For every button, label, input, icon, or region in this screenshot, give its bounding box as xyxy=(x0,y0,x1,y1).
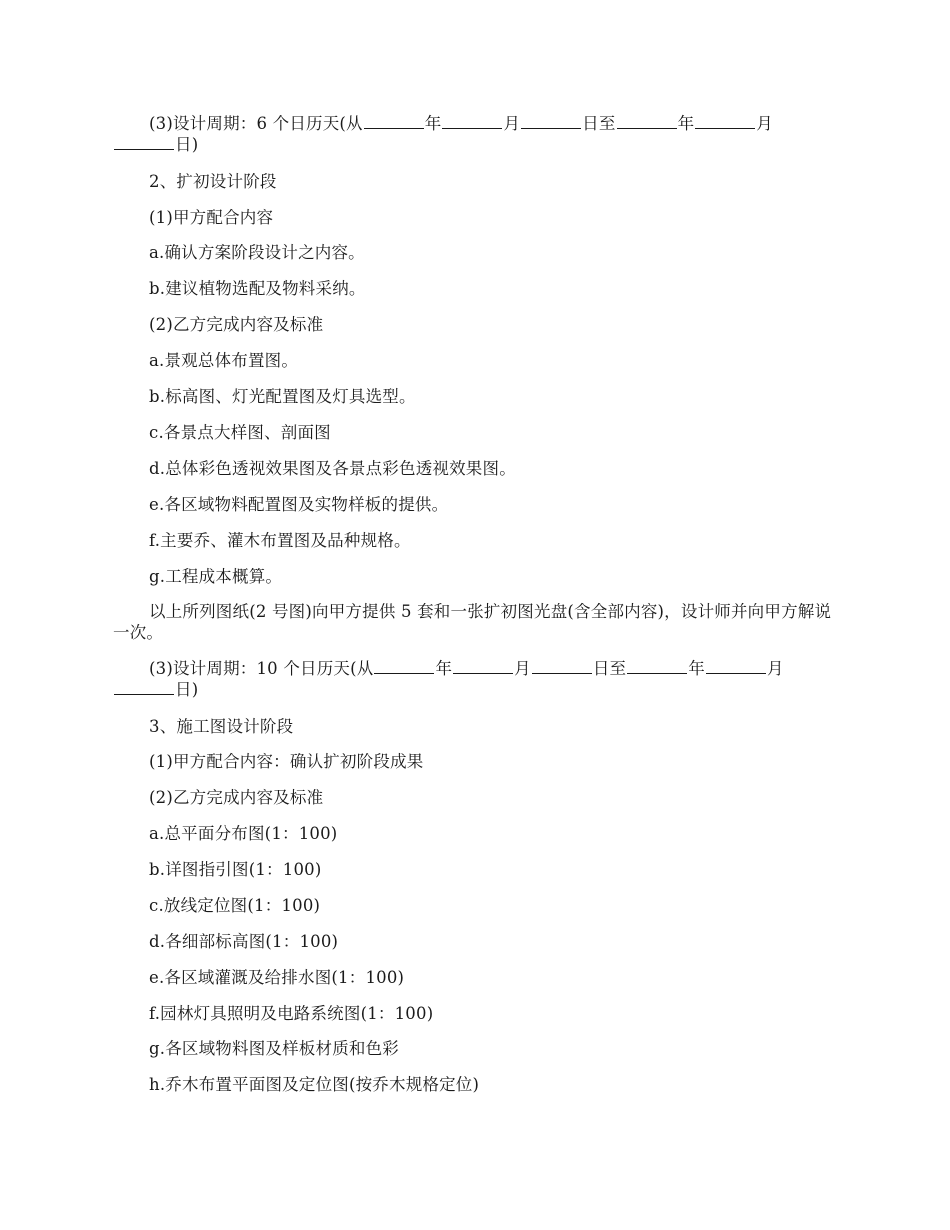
section-heading-3: 3、施工图设计阶段 xyxy=(149,717,294,736)
list-item: a.确认方案阶段设计之内容。 xyxy=(149,243,365,262)
day-to-label: 日至 xyxy=(592,659,627,678)
list-item: e.各区域物料配置图及实物样板的提供。 xyxy=(149,495,449,514)
month-label: 月 xyxy=(503,114,521,133)
blank-field xyxy=(453,658,513,674)
year-label: 年 xyxy=(424,114,442,133)
list-item: c.各景点大样图、剖面图 xyxy=(149,423,331,442)
list-item: c.放线定位图(1：100) xyxy=(149,896,321,915)
list-item: g.各区域物料图及样板材质和色彩 xyxy=(149,1039,400,1058)
list-item: g.工程成本概算。 xyxy=(149,567,283,586)
year-label: 年 xyxy=(688,659,705,678)
list-item: (2)乙方完成内容及标准 xyxy=(149,788,324,807)
day-end-label: 日) xyxy=(175,135,199,154)
list-item: f.主要乔、灌木布置图及品种规格。 xyxy=(149,531,411,550)
list-item: b.详图指引图(1：100) xyxy=(149,860,322,879)
summary-paragraph: 以上所列图纸(2 号图)向甲方提供 5 套和一张扩初图光盘(含全部内容)，设计师并向甲方解说一次。 xyxy=(113,602,832,642)
list-item: (1)甲方配合内容：确认扩初阶段成果 xyxy=(149,752,424,771)
blank-field xyxy=(374,658,434,674)
blank-field xyxy=(706,658,766,674)
month-label: 月 xyxy=(756,114,773,133)
list-item: (2)乙方完成内容及标准 xyxy=(149,315,324,334)
blank-field xyxy=(114,679,174,695)
blank-field xyxy=(364,113,424,129)
list-item: (1)甲方配合内容 xyxy=(149,208,274,227)
list-item: d.总体彩色透视效果图及各景点彩色透视效果图。 xyxy=(149,459,516,478)
blank-field xyxy=(627,658,687,674)
month-label: 月 xyxy=(514,659,531,678)
year-label: 年 xyxy=(435,659,453,678)
list-item: a.总平面分布图(1：100) xyxy=(149,824,338,843)
blank-field xyxy=(532,658,592,674)
list-item: d.各细部标高图(1：100) xyxy=(149,932,339,951)
section-heading-2: 2、扩初设计阶段 xyxy=(149,172,277,191)
design-period-text: (3)设计周期：6 个日历天(从 xyxy=(149,114,363,133)
year-label: 年 xyxy=(677,114,695,133)
design-period-paragraph-1 xyxy=(113,113,833,155)
month-label: 月 xyxy=(766,659,784,678)
day-end-label: 日) xyxy=(175,680,199,699)
blank-field xyxy=(114,134,174,150)
day-to-label: 日至 xyxy=(582,114,616,133)
blank-field xyxy=(521,113,581,129)
list-item: e.各区域灌溉及给排水图(1：100) xyxy=(149,968,405,987)
blank-field xyxy=(442,113,502,129)
list-item: f.园林灯具照明及电路系统图(1：100) xyxy=(149,1004,434,1023)
blank-field xyxy=(695,113,755,129)
design-period-text: (3)设计周期：10 个日历天(从 xyxy=(149,659,374,678)
list-item: h.乔木布置平面图及定位图(按乔木规格定位) xyxy=(149,1075,480,1094)
blank-field xyxy=(617,113,677,129)
list-item: b.标高图、灯光配置图及灯具选型。 xyxy=(149,387,416,406)
design-period-paragraph-2 xyxy=(113,658,833,700)
list-item: b.建议植物选配及物料采纳。 xyxy=(149,279,366,298)
list-item: a.景观总体布置图。 xyxy=(149,351,299,370)
